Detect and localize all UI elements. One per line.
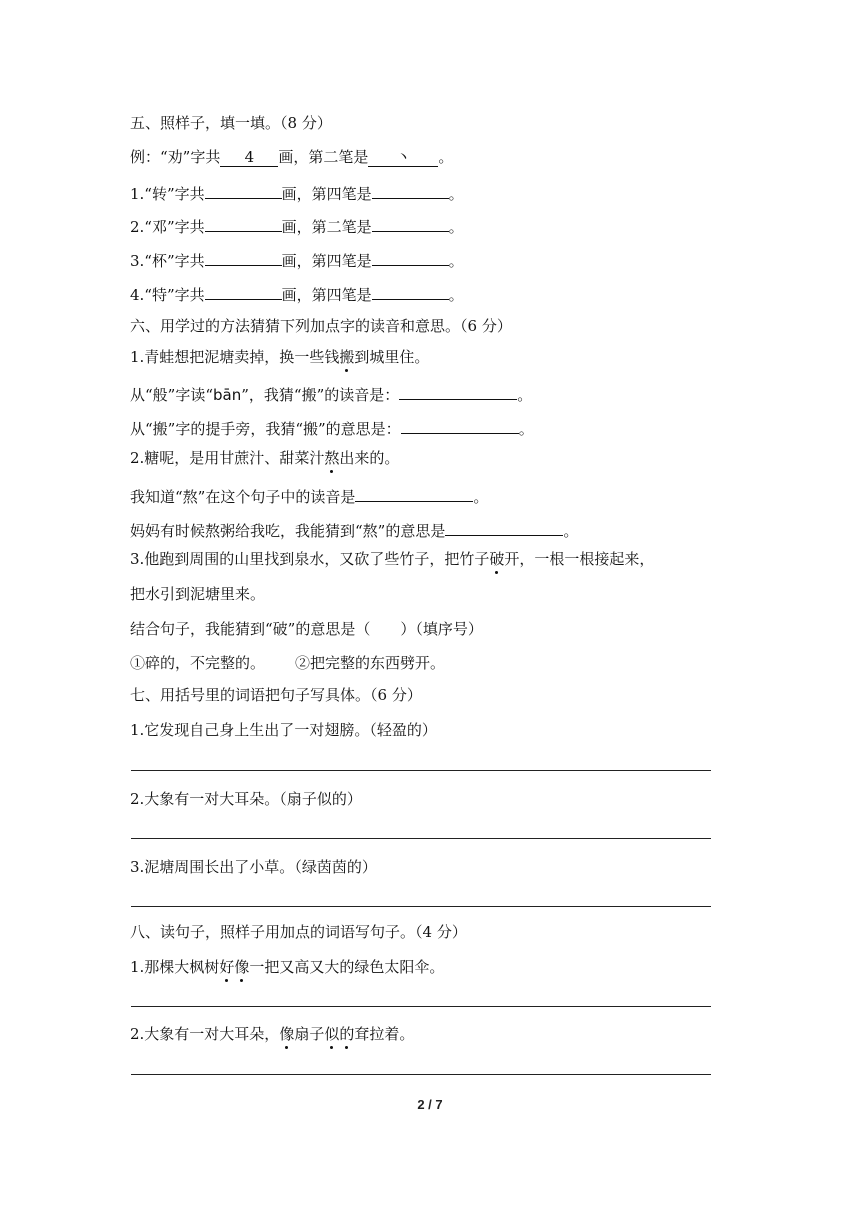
fill-item: 1.“转”字共 画，第四笔是 。 bbox=[130, 181, 464, 204]
answer-line[interactable] bbox=[131, 1006, 711, 1007]
dotted-char: 像 bbox=[234, 958, 250, 976]
question-7-2: 2.大象有一对大耳朵。（扇子似的） bbox=[130, 790, 362, 808]
answer-line[interactable] bbox=[131, 1074, 711, 1075]
fill-item: 2.“邓”字共 画，第二笔是 。 bbox=[130, 214, 464, 237]
fill-item: 4.“特”字共 画，第四笔是 。 bbox=[130, 282, 464, 305]
answer-blank[interactable] bbox=[401, 416, 519, 434]
question-6-3-options bbox=[130, 653, 445, 673]
question-7-1: 1.它发现自己身上生出了一对翅膀。（轻盈的） bbox=[130, 721, 437, 739]
question-6-3-cont: 把水引到泥塘里来。 bbox=[130, 585, 266, 603]
answer-blank[interactable] bbox=[399, 382, 517, 400]
dotted-char: 搬 bbox=[339, 348, 355, 366]
question-6-3: 3.他跑到周围的山里找到泉水，又砍了些竹子，把竹子破开，一根一根接起来， bbox=[130, 550, 655, 568]
stroke-count-blank[interactable] bbox=[205, 214, 282, 232]
dotted-char: 的 bbox=[339, 1025, 355, 1043]
pinyin-text: bān bbox=[213, 386, 242, 404]
answer-blank[interactable] bbox=[445, 518, 563, 536]
example-prefix: 例：“劝”字共 bbox=[130, 148, 221, 166]
example-line: 例：“劝”字共 4 画，第二笔是 丶 。 bbox=[130, 148, 454, 166]
question-6-2: 2.糖呢，是用甘蔗汁、甜菜汁熬出来的。 bbox=[130, 449, 400, 467]
stroke-name-blank[interactable] bbox=[372, 214, 449, 232]
example-mid: 画，第二笔是 bbox=[278, 148, 369, 166]
page-number: 2 / 7 bbox=[417, 1097, 443, 1112]
question-6-3a: 结合句子，我能猜到“破”的意思是（ ）（填序号） bbox=[130, 620, 483, 638]
dotted-char: 破 bbox=[489, 550, 505, 568]
dotted-char: 好 bbox=[219, 958, 235, 976]
fill-item: 3.“杯”字共 画，第四笔是 。 bbox=[130, 248, 464, 271]
question-7-3: 3.泥塘周围长出了小草。（绿茵茵的） bbox=[130, 858, 377, 876]
question-6-1: 1.青蛙想把泥塘卖掉，换一些钱搬到城里住。 bbox=[130, 348, 430, 366]
answer-line[interactable] bbox=[131, 906, 711, 907]
answer-blank[interactable] bbox=[355, 484, 473, 502]
section-8-title: 八、读句子，照样子用加点的词语写句子。（4 分） bbox=[130, 923, 467, 941]
stroke-count-blank[interactable] bbox=[205, 282, 282, 300]
question-6-2a: 我知道“熬”在这个句子中的读音是 。 bbox=[130, 484, 488, 507]
stroke-name-blank[interactable] bbox=[372, 282, 449, 300]
option-2[interactable]: ②把完整的东西劈开。 bbox=[295, 654, 446, 672]
question-6-1b: 从“搬”字的提手旁，我猜“搬”的意思是： 。 bbox=[130, 416, 534, 439]
dotted-char: 似 bbox=[324, 1025, 340, 1043]
question-6-2b: 妈妈有时候熬粥给我吃，我能猜到“熬”的意思是 。 bbox=[130, 518, 578, 541]
question-6-1a: 从“般”字读“bān”，我猜“搬”的读音是： 。 bbox=[130, 382, 532, 405]
stroke-name-blank[interactable] bbox=[372, 248, 449, 266]
dotted-char: 像 bbox=[279, 1025, 295, 1043]
stroke-count-blank[interactable] bbox=[205, 181, 282, 199]
option-1[interactable]: ①碎的，不完整的。 bbox=[130, 654, 266, 672]
section-6-title: 六、用学过的方法猜猜下列加点字的读音和意思。（6 分） bbox=[130, 317, 512, 335]
example-stroke-blank: 丶 bbox=[368, 149, 438, 167]
stroke-name-blank[interactable] bbox=[372, 181, 449, 199]
question-8-2: 2.大象有一对大耳朵，像扇子似的耷拉着。 bbox=[130, 1025, 415, 1043]
question-8-1: 1.那棵大枫树好像一把又高又大的绿色太阳伞。 bbox=[130, 958, 445, 976]
dotted-char: 熬 bbox=[324, 449, 340, 467]
example-count-blank: 4 bbox=[220, 149, 278, 167]
answer-line[interactable] bbox=[131, 838, 711, 839]
section-5-title: 五、照样子，填一填。（8 分） bbox=[130, 114, 332, 132]
stroke-count-blank[interactable] bbox=[205, 248, 282, 266]
answer-line[interactable] bbox=[131, 770, 711, 771]
section-7-title: 七、用括号里的词语把句子写具体。（6 分） bbox=[130, 686, 422, 704]
